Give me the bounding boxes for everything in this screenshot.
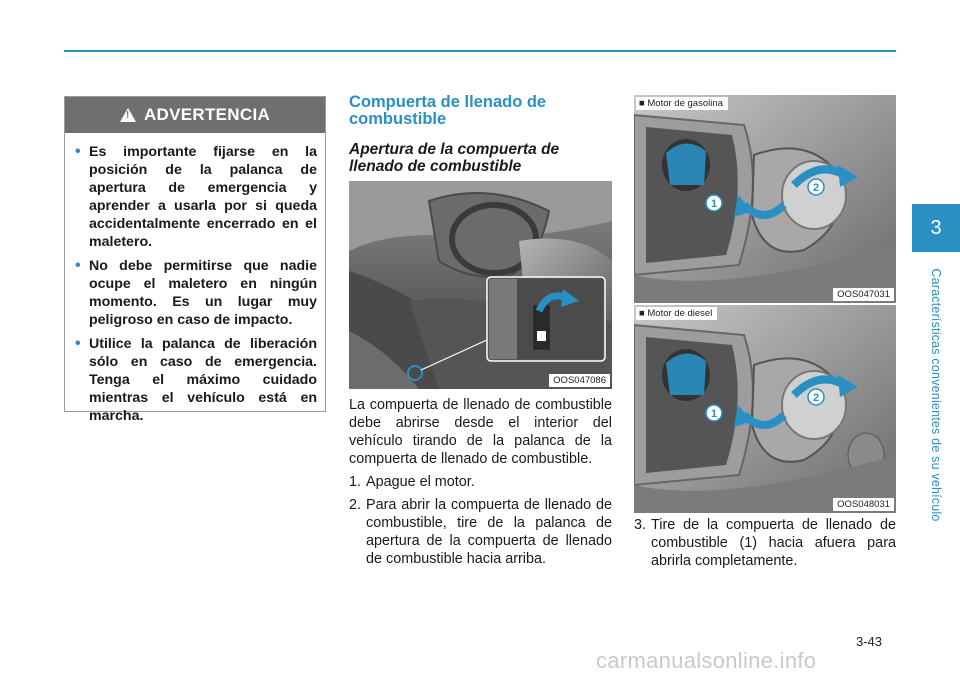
figure-caption: ■ Motor de gasolina bbox=[636, 97, 728, 110]
gasoline-door-figure bbox=[634, 95, 896, 303]
chapter-tab: 3 bbox=[912, 204, 960, 252]
figure-code: OOS048031 bbox=[833, 498, 894, 511]
warning-triangle-icon: ! bbox=[120, 108, 136, 122]
warning-list bbox=[65, 133, 325, 425]
step-text: Tire de la compuerta de llenado de combustible (1) hacia afuera para abrirla completamente. bbox=[651, 517, 896, 569]
step-item bbox=[349, 473, 612, 491]
interior-lever-figure bbox=[349, 181, 612, 389]
step-item bbox=[634, 516, 896, 570]
figure-code: OOS047031 bbox=[833, 288, 894, 301]
step-number: 2. bbox=[349, 497, 362, 513]
svg-text:1: 1 bbox=[711, 198, 718, 210]
body-text-right bbox=[634, 516, 896, 575]
section-title: Compuerta de llenado de combustible bbox=[349, 93, 547, 128]
warning-item: • Es importante fijarse en la posición de la palanca de apertura de emergencia y aprender a usarla por si queda accidentalmente encerrado en el maletero. bbox=[75, 143, 317, 251]
warning-header bbox=[65, 97, 325, 133]
top-rule bbox=[64, 50, 896, 52]
section-subtitle: Apertura de la compuerta de llenado de combustible bbox=[349, 141, 560, 175]
warning-item: • No debe permitirse que nadie ocupe el maletero en ningún momento. Es un lugar muy peligroso en caso de impacto. bbox=[75, 257, 317, 329]
diesel-illustration bbox=[634, 305, 896, 513]
interior-illustration bbox=[349, 181, 612, 389]
chapter-label: Características convenientes de su vehículo bbox=[929, 268, 943, 522]
step-item bbox=[349, 496, 612, 568]
body-text-middle bbox=[349, 396, 612, 573]
gasoline-illustration bbox=[634, 95, 896, 303]
diesel-door-figure bbox=[634, 305, 896, 513]
intro-paragraph: La compuerta de llenado de combustible debe abrirse desde el interior del vehículo tirando de la palanca de la compuerta de llenado de combustible. bbox=[349, 397, 612, 467]
warning-item: • Utilice la palanca de liberación sólo en caso de emergencia. Tenga el máximo cuidado mientras el vehículo está en marcha. bbox=[75, 335, 317, 425]
page-number: 3-43 bbox=[856, 634, 883, 649]
step-text: Para abrir la compuerta de llenado de combustible, tire de la palanca de apertura de la compuerta de llenado de combustible hacia arriba. bbox=[366, 497, 612, 567]
section-heading bbox=[349, 94, 612, 175]
watermark: carmanualsonline.info bbox=[596, 648, 817, 673]
svg-text:1: 1 bbox=[711, 408, 718, 420]
warning-box bbox=[64, 96, 326, 424]
step-text: Apague el motor. bbox=[366, 474, 475, 490]
step-number: 1. bbox=[349, 474, 362, 490]
figure-caption: ■ Motor de diesel bbox=[636, 307, 717, 320]
step-number: 3. bbox=[634, 517, 647, 533]
svg-text:2: 2 bbox=[813, 392, 820, 404]
warning-title: ADVERTENCIA bbox=[143, 105, 271, 124]
svg-text:2: 2 bbox=[813, 182, 820, 194]
figure-code: OOS047086 bbox=[549, 374, 610, 387]
